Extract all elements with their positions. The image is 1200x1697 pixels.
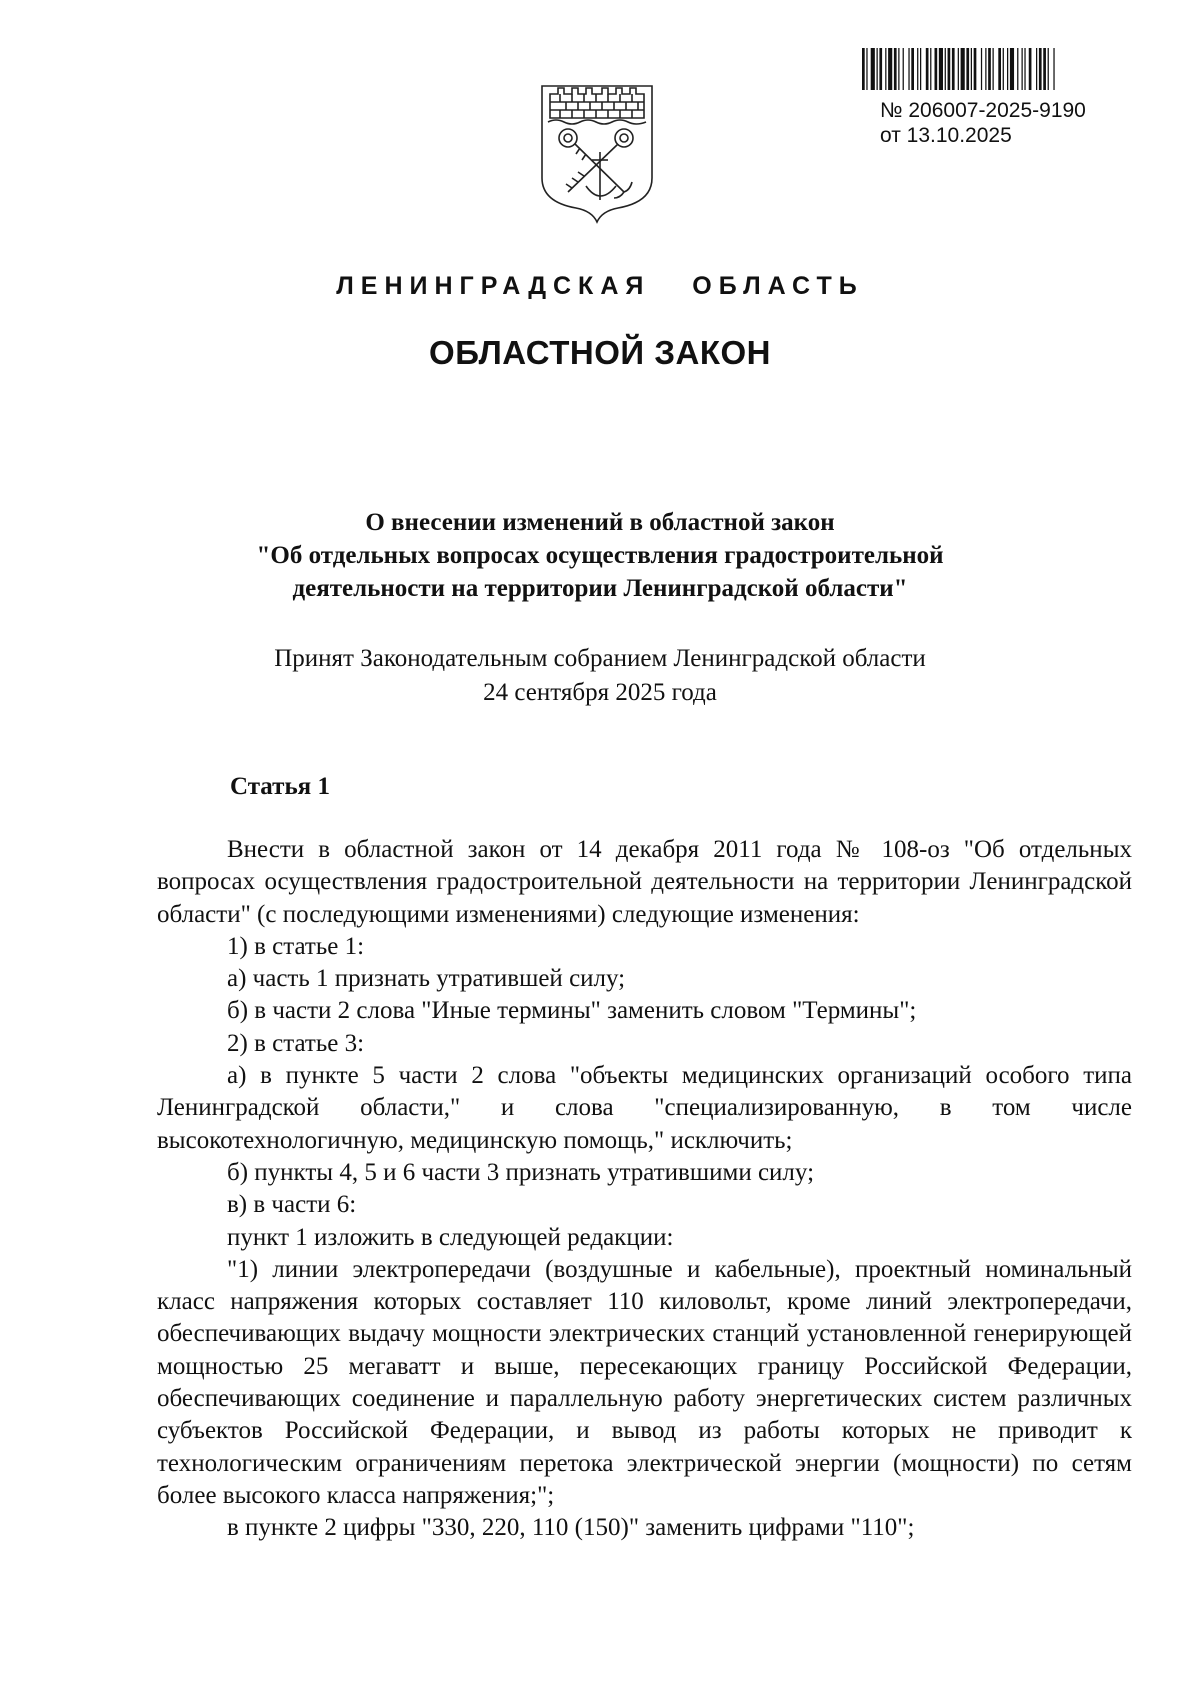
- article-paragraph: 2) в статье 3:: [227, 1029, 365, 1057]
- barcode-bar: [1007, 48, 1008, 90]
- barcode-bar: [1029, 48, 1032, 90]
- law-title-line: О внесении изменений в областной закон: [365, 509, 835, 536]
- barcode-bar: [1010, 48, 1014, 90]
- barcode-bar: [903, 48, 904, 90]
- law-title-line: "Об отдельных вопросах осуществления градостроительной: [256, 542, 944, 569]
- barcode-bar: [862, 48, 865, 90]
- barcode-bar: [1039, 48, 1042, 90]
- barcode-bar: [974, 48, 977, 90]
- adoption-date: 24 сентября 2025 года: [483, 679, 717, 706]
- barcode-bar: [866, 48, 867, 90]
- barcode-bar: [948, 48, 951, 90]
- barcode-bar: [1024, 48, 1025, 90]
- barcode-bar: [945, 48, 946, 90]
- barcode-bar: [998, 48, 1001, 90]
- barcode-bar: [888, 48, 892, 90]
- barcode-bar: [985, 48, 986, 90]
- article-paragraph: пункт 1 изложить в следующей редакции:: [227, 1223, 674, 1251]
- coat-of-arms-icon: [538, 82, 656, 224]
- barcode-bar: [935, 48, 938, 90]
- barcode-bar: [885, 48, 886, 90]
- barcode-bar: [926, 48, 929, 90]
- barcode-icon: [862, 48, 1124, 90]
- article-paragraph: б) в части 2 слова "Иные термины" заменить словом "Термины";: [227, 997, 917, 1025]
- law-title-line: деятельности на территории Ленинградской области": [292, 575, 908, 602]
- barcode-bar: [930, 48, 931, 90]
- barcode-bar: [988, 48, 991, 90]
- barcode-bar: [920, 48, 921, 90]
- barcode-bar: [871, 48, 875, 90]
- barcode-bar: [908, 48, 909, 90]
- barcode-bar: [1017, 48, 1018, 90]
- article-paragraph: 1) в статье 1:: [227, 932, 365, 960]
- barcode-bar: [958, 48, 959, 90]
- article-paragraph: а) в пункте 5 части 2 слова "объекты медицинских организаций особого типа Ленинградской области," и слова "специализированную, в том числе высокотехнологичную, медицинскую помощь," исключить;: [157, 1062, 1132, 1154]
- registration-number: № 206007-2025-9190: [880, 99, 1086, 122]
- barcode-bar: [993, 48, 994, 90]
- article-paragraph: б) пункты 4, 5 и 6 части 3 признать утратившими силу;: [227, 1158, 815, 1186]
- article-paragraph: "1) линии электропередачи (воздушные и кабельные), проектный номинальный класс напряжения которых составляет 110 киловольт, кроме линий электропередачи, обеспечивающих выдачу мощности электрических станций установленной генерирующей мощностью 25 мегаватт и выше, пересекающих границу Российской Федерации, обеспечивающих соединение и параллельную работу энергетических систем различных субъектов Российской Федерации, и вывод из работы которых не приводит к технологическим ограничениям перетока электрической энергии (мощности) по сетям более высокого класса напряжения;";: [157, 1255, 1132, 1509]
- article-paragraph: в пункте 2 цифры "330, 220, 110 (150)" заменить цифрами "110";: [227, 1514, 915, 1542]
- barcode-bar: [1043, 48, 1046, 90]
- article-paragraph: Внести в областной закон от 14 декабря 2011 года № 108-оз "Об отдельных вопросах осуществления градостроительной деятельности на территории Ленинградской области" (с последующими изменениями) следующие изменения:: [157, 836, 1132, 928]
- article-paragraph: а) часть 1 признать утратившей силу;: [227, 965, 626, 993]
- barcode-bar: [971, 48, 972, 90]
- adoption-line: Принят Законодательным собранием Ленинградской области: [274, 645, 926, 672]
- registration-block: [880, 98, 1086, 148]
- barcode-bar: [939, 48, 943, 90]
- article-paragraph: в) в части 6:: [227, 1191, 357, 1219]
- article-body: [157, 834, 1132, 1545]
- barcode-bar: [1003, 48, 1004, 90]
- adoption-note: [0, 642, 1200, 710]
- barcode-bar: [1048, 48, 1049, 90]
- law-title: [0, 506, 1200, 605]
- barcode-bar: [966, 48, 969, 90]
- barcode-bar: [961, 48, 965, 90]
- barcode-bar: [1036, 48, 1037, 90]
- law-type-heading: ОБЛАСТНОЙ ЗАКОН: [429, 334, 771, 371]
- barcode-bar: [1022, 48, 1023, 90]
- barcode-bar: [877, 48, 878, 90]
- barcode-bar: [981, 48, 982, 90]
- barcode-bar: [894, 48, 897, 90]
- barcode-bar: [917, 48, 918, 90]
- barcode-bar: [952, 48, 955, 90]
- region-name: ЛЕНИНГРАДСКАЯ ОБЛАСТЬ: [336, 272, 864, 300]
- barcode-bar: [879, 48, 882, 90]
- barcode-bar: [898, 48, 899, 90]
- barcode-bar: [1053, 48, 1054, 90]
- barcode-bar: [911, 48, 914, 90]
- registration-date: от 13.10.2025: [880, 124, 1012, 147]
- article-heading: Статья 1: [230, 773, 330, 800]
